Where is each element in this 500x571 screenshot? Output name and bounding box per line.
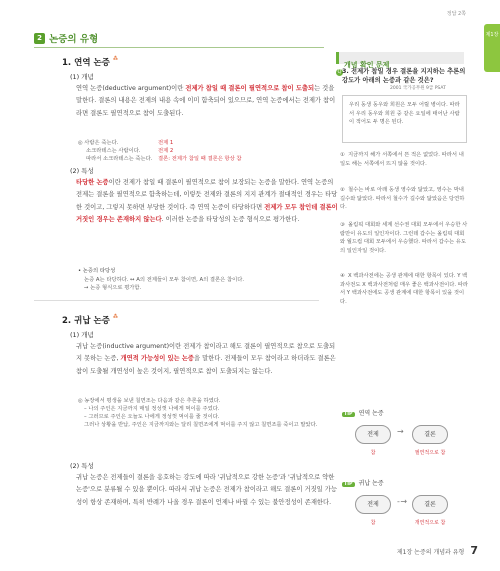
tip2-conclusion-label: 개연적으로 참 [414,520,446,526]
tip2-conclusion-node: 결론 [412,495,448,514]
question-text: 3. 전제가 참일 경우 결론을 지지하는 추론의 강도가 아래의 논증과 같은 것은? [342,68,466,84]
concept-check-title: 개념 확인 문제 [344,61,390,69]
tip2-premise-node: 전제 [355,495,391,514]
side-chapter-tab[interactable] [484,24,500,72]
part1-feature-heading: (2) 특성 [70,167,94,175]
answer-option-3[interactable]: ③ 올림픽 대회와 세계 선수권 대회 모두에서 우승한 사람만이 유도의 일인자이다. 그런데 갑수는 올림픽 대회와 월드컵 대회 모두에서 우승했다. 따라서 갑수는 유도의 일인자일 것이다. [340,222,468,254]
importance-mark: ⁂ [112,314,118,320]
part1-concept-heading: (1) 개념 [70,73,94,81]
part2-example [78,397,322,429]
arrow-right-icon: → [397,427,404,436]
answer-option-4[interactable]: ④ X 백과사전에는 공생 관계에 대한 항목이 있다. Y 백과사전도 X 백과사전처럼 매우 좋은 백과사전이다. 따라서 Y 백과사전에도 공생 관계에 대한 항목이 있을 것이다. [340,273,468,305]
section-title: 논증의 유형 [49,34,99,45]
part2-feature-heading: (2) 특성 [70,462,94,470]
part1-concept-paragraph: 연역 논증(deductive argument)이란 전제가 참일 때 결론이 필연적으로 참이 도출되는 것을 말한다. 결론의 내용은 전제의 내용 속에 이미 함축되어 있으므로, 연역 논증에서는 전제가 참이라면 결론도 필연적으로 참이 도출된다. [76,85,336,117]
page-number: 7 [470,544,478,557]
part2-concept-paragraph: 귀납 논증(inductive argument)이란 전제가 참이라고 해도 결론이 필연적으로 참으로 도출되지 못하는 논증, 개연적 가능성이 있는 논증을 말한다. 전제들이 모두 참이라고 하더라도 결론은 참이 도출될 개연성이 높은 것이지, 필연적으로 참이 도출되지는 않는다. [76,343,336,375]
section-number-badge: 2 [34,33,45,44]
tip1-conclusion-label: 필연적으로 참 [414,450,446,456]
answer-option-2[interactable]: ② 철수는 바로 아래 동생 영수와 닮았고, 영수는 막내 길수와 닮았다. 따라서 철수가 길수와 닮았음은 당연하다. [340,187,465,210]
section-rule [34,47,324,48]
validity-title: • 논증의 타당성 [78,268,116,274]
example-line: – 나의 주인은 지금까지 매일 정성껏 나에게 먹이를 주었다. [84,406,220,412]
page-footer [397,544,478,557]
example-line: 소크라테스는 사람이다. 전제 2 [86,148,174,154]
example-line: 그러나 상황을 반납, 주인은 지금까지와는 달리 칠면조에게 먹이를 주지 않고 칠면조를 죽이고 말았다. [84,422,318,428]
dashed-arrow-icon: - → [397,497,407,506]
part1-example [78,139,318,163]
divider [34,300,319,301]
tip2-premise-label: 참 [370,520,376,526]
example-line: ◎ 농장에서 평생을 보낸 칠면조는 다음과 같은 추론을 하였다. [78,398,221,404]
importance-mark: ⁂ [112,56,118,62]
tip1-conclusion-node: 결론 [412,425,448,444]
part1-feature-paragraph: 타당한 논증이란 전제가 참일 때 결론이 필연적으로 참이 보장되는 논증을 말한다. 연역 논증의 전제는 결론을 필연적으로 함축하는데, 이렇듯 전제와 결론의 지지 관계가 절대적인 경우는 타당한 것이고, 그렇지 못하면 부당한 것이다. 즉 연역 논증이 타당하다면 전제가 모두 참인데 결론이 거짓인 경우는 존재하지 않는다. 이러한 논증을 타당성의 논증 형식으로 평가한다. [76,179,338,224]
tip-badge: TIP [344,482,353,487]
tip-inductive-title: TIP 귀납 논증 [344,480,384,487]
tip-badge: TIP [344,412,353,417]
part1-title: 1. 연역 논증 ⁂ [62,56,118,68]
part2-feature-paragraph: 귀납 논증은 전제들이 결론을 옹호하는 강도에 따라 '귀납적으로 강한 논증'과 '귀납적으로 약한 논증'으로 분류될 수 있을 뿐이다. 따라서 귀납 논증은 전제가 참이라고 해도 결론이 거짓일 가능성이 항상 존재하며, 특히 반례가 나올 경우 결론이 언제나 바뀔 수 있는 불안정성이 존재한다. [76,474,337,506]
example-line: ◎ 사람은 죽는다. 전제 1 [78,140,174,146]
part2-concept-heading: (1) 개념 [70,331,94,339]
side-tab-label: 제1장 [485,32,499,38]
validity-box [78,267,318,293]
validity-line: → 논증 형식으로 평가함. [84,285,142,291]
tip1-premise-node: 전제 [355,425,391,444]
header-answer-label: 정답 2쪽 [446,11,466,17]
concept-check-header [336,52,464,69]
tip1-premise-label: 참 [370,450,376,456]
answer-option-1[interactable]: ① 지금까지 해가 서쪽에서 뜬 적은 없었다. 따라서 내일도 해는 서쪽에서 뜨지 않을 것이다. [340,152,464,167]
question-icon: Q [337,69,342,75]
part2-title: 2. 귀납 논증 ⁂ [62,314,118,326]
validity-line: 논증 A는 타당하다. ↔ A의 전제들이 모두 참이면, A의 결론은 참이다. [84,276,245,283]
footer-chapter: 제1장 논증의 개념과 유형 [396,549,465,556]
example-line: 따라서 소크라테스는 죽는다. 결론: 전제가 참일 때 결론은 항상 참 [86,156,242,162]
question-passage-box: 우리 동생 동우와 희원은 모두 어릴 병이다. 따라서 우리 동우와 희원 중 같은 요일에 태어난 사람이 적어도 두 명은 된다. [342,95,467,143]
tip-deductive-title: TIP 연역 논증 [344,410,384,417]
example-line: – 그러므로 주인은 오늘도 나에게 정성껏 먹이를 줄 것이다. [84,414,220,420]
question-source: 2001 국가공무원 9급 PSAT [390,86,446,91]
